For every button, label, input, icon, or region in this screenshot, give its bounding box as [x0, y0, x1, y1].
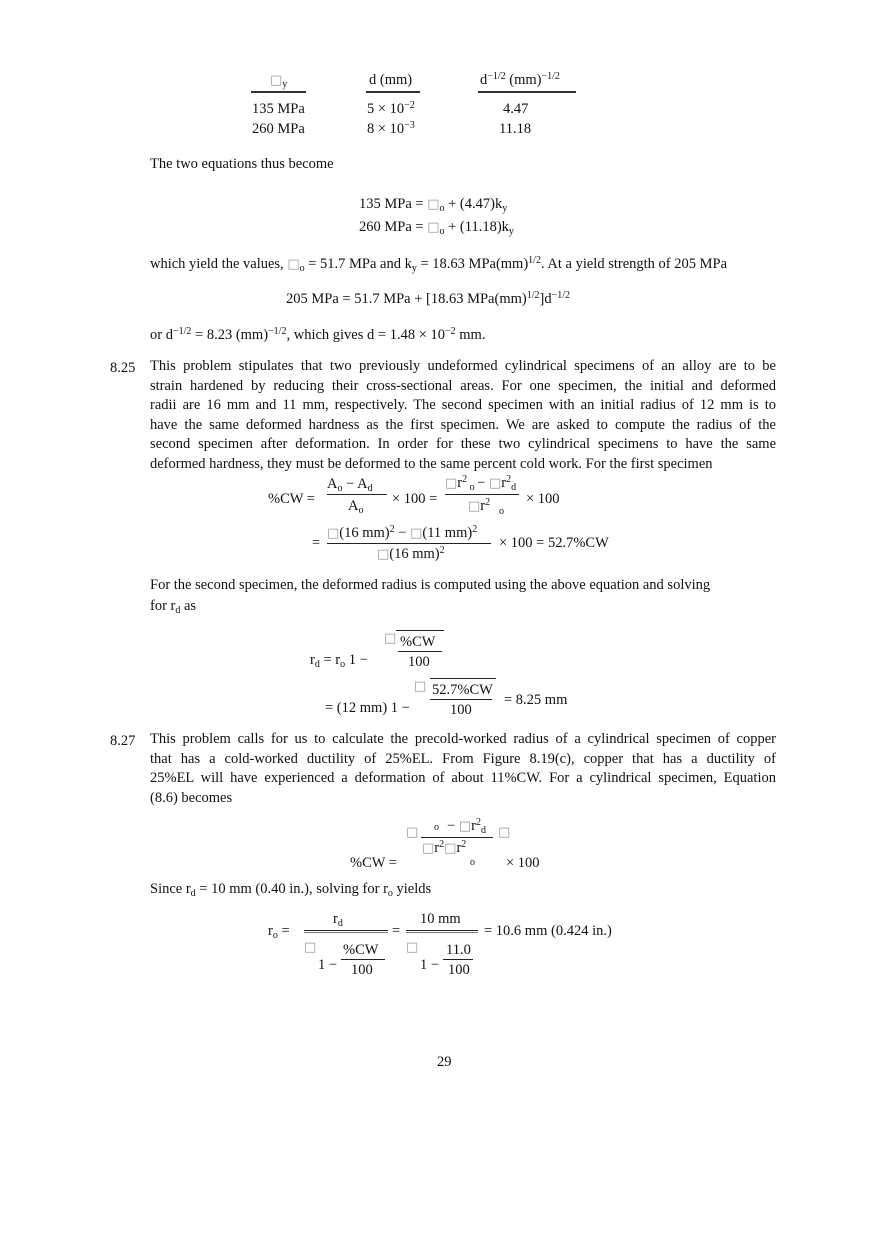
supscript: 2 — [506, 474, 512, 485]
fraction-denominator: 100 — [408, 654, 430, 670]
equals-sign: = — [392, 923, 401, 939]
text-run: (16 mm) — [339, 525, 390, 541]
text-run: Since r — [150, 881, 191, 897]
equation — [286, 292, 570, 307]
subscript: o — [470, 857, 475, 868]
missing-glyph: □ — [377, 547, 390, 562]
subscript: o — [340, 659, 346, 670]
radical-bar — [430, 678, 496, 679]
text-run: 260 MPa = — [359, 219, 428, 235]
supscript: −1/2 — [487, 71, 506, 82]
equation-text: 1 − — [420, 957, 440, 973]
body-text — [150, 328, 485, 343]
subscript: o — [299, 263, 305, 274]
missing-glyph: □ — [270, 73, 283, 88]
text-run: which yield the values, — [150, 256, 288, 272]
table-cell — [499, 122, 531, 137]
supscript: 2 — [439, 545, 445, 556]
supscript: −2 — [445, 326, 456, 337]
fraction-bar — [421, 837, 493, 838]
paragraph-line: that has a cold-worked ductility of 25%EL. From Figure 8.19(c), copper that has a ductility of — [150, 750, 776, 767]
subscript: o — [434, 822, 439, 833]
supscript: −1/2 — [551, 290, 570, 301]
fraction-bar — [398, 651, 442, 652]
missing-glyph: □ — [384, 631, 397, 646]
table-header-yield-strength — [270, 73, 287, 88]
table-cell — [503, 102, 528, 117]
table-header-rule — [478, 91, 576, 93]
subscript: o — [272, 930, 278, 941]
text-run: r — [310, 652, 315, 668]
missing-glyph: □ — [406, 940, 419, 955]
fraction-denominator: 100 — [351, 962, 373, 978]
subscript: y — [411, 263, 417, 274]
text-run: × 100 = 52.7%CW — [499, 535, 609, 551]
missing-glyph: □ — [427, 220, 440, 235]
missing-glyph: □ — [498, 825, 511, 840]
text-run: d (mm) — [369, 72, 413, 88]
text-run: − — [394, 525, 411, 541]
text-run: or d — [150, 327, 173, 343]
subscript: d — [190, 888, 196, 899]
text-run: r — [480, 498, 486, 514]
supscript: 2 — [439, 839, 445, 850]
subscript: o — [337, 483, 343, 494]
fraction-numerator: 10 mm — [420, 911, 461, 927]
supscript: 2 — [475, 817, 481, 828]
text-run: (11 mm) — [422, 525, 473, 541]
problem-8-27-paragraph — [150, 730, 776, 808]
text-run: ]d — [539, 291, 552, 307]
table-cell — [252, 122, 305, 137]
text-run: = — [277, 923, 290, 939]
radical-bar — [304, 932, 388, 933]
supscript: −1/2 — [172, 326, 192, 337]
fraction-bar — [430, 699, 492, 700]
paragraph-line: have the same deformed hardness as the first specimen. We are asked to compute the radius of the — [150, 416, 776, 433]
radical-bar — [396, 630, 444, 631]
paragraph-line: second specimen after deformation. In order for these two cylindrical specimens to have the same — [150, 436, 776, 453]
text-run: , which gives d = 1.48 × 10 — [286, 327, 445, 343]
subscript: o — [499, 506, 504, 517]
text-run: d — [480, 72, 488, 88]
page-number: 29 — [437, 1054, 452, 1070]
text-run: 205 MPa = 51.7 MPa + [18.63 MPa(mm) — [286, 291, 527, 307]
text-run: r — [501, 475, 507, 491]
supscript: 1/2 — [528, 255, 541, 266]
text-run: (16 mm) — [389, 546, 440, 562]
text-run: 11.18 — [499, 121, 532, 137]
text-run: 260 MPa — [252, 121, 305, 137]
text-run: 8 × 10 — [367, 121, 405, 137]
body-paragraph — [150, 576, 776, 596]
equation-result: = 8.25 mm — [504, 692, 568, 708]
text-run: 5 × 10 — [367, 101, 405, 117]
text-run: r — [456, 840, 462, 856]
subscript: o — [358, 505, 364, 516]
text-run: − — [477, 475, 489, 491]
supscript: −2 — [404, 100, 415, 111]
equation-lhs — [268, 924, 290, 939]
fraction-numerator — [327, 526, 477, 541]
paragraph-line: radii are 16 mm and 11 mm, respectively. The second specimen with an initial radius of 12 mm is to — [150, 397, 776, 414]
fraction-denominator: 100 — [448, 962, 470, 978]
fraction-bar — [445, 494, 519, 495]
fraction-denominator: 100 — [450, 702, 472, 718]
supscript: 2 — [485, 497, 491, 508]
paragraph-line: 25%EL will have experienced a deformation of about 11%CW. For a cylindrical specimen, Equation — [150, 770, 776, 787]
text-run: . At a yield strength of 205 MPa — [540, 256, 728, 272]
text-run: A — [327, 476, 338, 492]
text-run: as — [180, 598, 197, 614]
subscript: y — [508, 226, 514, 237]
missing-glyph: □ — [287, 257, 300, 272]
text-run: 1 − — [345, 652, 368, 668]
fraction-numerator: 11.0 — [446, 942, 471, 958]
paragraph-line: strain hardened by reducing their cross-sectional areas. For one specimen, the initial and deformed — [150, 377, 776, 394]
subscript: d — [367, 483, 373, 494]
equation — [359, 220, 514, 235]
body-text — [150, 599, 196, 614]
supscript: −3 — [404, 120, 415, 131]
fraction-denominator — [468, 499, 490, 514]
text-run: (mm) — [505, 72, 542, 88]
fraction-bar — [406, 930, 478, 931]
subscript: y — [502, 203, 508, 214]
equation-text — [392, 492, 437, 507]
table-cell — [367, 122, 415, 137]
paragraph-line: (8.6) becomes — [150, 789, 233, 806]
equation-lhs — [268, 492, 315, 507]
fraction-denominator — [377, 547, 445, 562]
supscript: −1/2 — [268, 326, 287, 337]
fraction-bar — [341, 959, 385, 960]
fraction-denominator — [422, 841, 466, 856]
table-header-rule — [251, 91, 306, 93]
text-run: × 100 — [526, 491, 560, 507]
supscript: 2 — [461, 839, 467, 850]
radical-bar — [406, 932, 478, 933]
missing-glyph: □ — [458, 819, 472, 834]
equation-result: = 10.6 mm (0.424 in.) — [484, 923, 612, 939]
text-run: yields — [392, 881, 432, 897]
text-run: = 8.23 (mm) — [191, 327, 269, 343]
missing-glyph: □ — [427, 197, 440, 212]
text-run: r — [268, 923, 273, 939]
paragraph-line: This problem calls for us to calculate the precold-worked radius of a cylindrical specimen of copper — [150, 731, 776, 747]
text-run: = r — [319, 652, 341, 668]
subscript: o — [439, 203, 445, 214]
equation-result — [499, 536, 609, 551]
fraction-numerator — [327, 477, 373, 492]
subscript: d — [314, 659, 320, 670]
equation-line: = (12 mm) 1 − — [325, 700, 410, 716]
text-run: The two equations thus become — [150, 156, 334, 172]
body-text — [150, 157, 334, 172]
problem-number: 8.27 — [110, 733, 136, 749]
fraction-bar — [304, 930, 388, 931]
supscript: 1/2 — [526, 290, 540, 301]
text-run: + (4.47)k — [444, 196, 503, 212]
body-text — [150, 257, 727, 272]
fraction-bar — [327, 543, 491, 544]
equation-text: 1 − — [318, 957, 338, 973]
subscript: o — [387, 888, 393, 899]
supscript: 2 — [462, 474, 468, 485]
subscript: y — [282, 79, 288, 90]
text-run: r — [457, 475, 463, 491]
missing-glyph: □ — [327, 526, 340, 541]
problem-8-25-paragraph — [150, 357, 776, 475]
fraction-numerator: 52.7%CW — [432, 682, 493, 698]
missing-glyph: □ — [488, 476, 502, 491]
text-run: 135 MPa — [252, 101, 305, 117]
text-run: 4.47 — [503, 101, 529, 117]
equation-lhs: %CW = — [350, 855, 397, 871]
subscript: d — [480, 825, 486, 836]
equation — [359, 197, 507, 212]
paragraph-line: For the second specimen, the deformed radius is computed using the above equation and solving — [150, 577, 711, 593]
subscript: o — [439, 226, 445, 237]
text-run: mm. — [455, 327, 486, 343]
missing-glyph: □ — [406, 825, 419, 840]
supscript: 2 — [389, 524, 395, 535]
text-run: + (11.18)k — [444, 219, 509, 235]
text-run: − A — [342, 476, 368, 492]
fraction-numerator: %CW — [400, 634, 436, 650]
table-header-grain-diameter — [369, 73, 412, 88]
missing-glyph: □ — [444, 841, 457, 856]
text-run: r — [333, 911, 338, 927]
fraction-numerator: %CW — [343, 942, 379, 958]
missing-glyph: □ — [414, 679, 427, 694]
text-run: 135 MPa = — [359, 196, 428, 212]
fraction-bar — [443, 959, 473, 960]
problem-number: 8.25 — [110, 360, 136, 376]
supscript: −1/2 — [541, 71, 560, 82]
subscript: d — [511, 482, 517, 493]
text-run: = 10 mm (0.40 in.), solving for r — [195, 881, 388, 897]
fraction-numerator — [445, 476, 516, 491]
fraction-denominator — [348, 499, 363, 514]
missing-glyph: □ — [304, 940, 317, 955]
equation-text — [526, 492, 560, 507]
text-run: r — [471, 818, 476, 834]
text-run: for r — [150, 598, 176, 614]
table-cell — [252, 102, 305, 117]
text-run: = 18.63 MPa(mm) — [416, 256, 529, 272]
body-text — [150, 882, 431, 897]
fraction-bar — [327, 494, 387, 495]
table-header-inverse-root-diameter — [480, 73, 560, 88]
equals-sign: = — [312, 535, 321, 551]
paragraph-line: deformed hardness, they must be deformed to the same percent cold work. For the first specimen — [150, 455, 713, 472]
text-run: = 51.7 MPa and k — [304, 256, 412, 272]
paragraph-line: This problem stipulates that two previously undeformed cylindrical specimens of an alloy are to be — [150, 358, 776, 374]
fraction-numerator — [447, 819, 486, 834]
fraction-numerator — [333, 912, 343, 927]
subscript: d — [175, 605, 181, 616]
subscript: o — [467, 482, 478, 493]
supscript: 2 — [472, 524, 478, 535]
missing-glyph: □ — [445, 476, 458, 491]
missing-glyph: □ — [410, 526, 423, 541]
text-run: A — [348, 498, 359, 514]
text-run: %CW = — [268, 491, 315, 507]
text-run: × 100 = — [392, 491, 438, 507]
table-cell — [367, 102, 415, 117]
missing-glyph: □ — [468, 499, 481, 514]
text-run: r — [434, 840, 440, 856]
subscript: d — [337, 918, 343, 929]
equation-line — [310, 653, 368, 668]
missing-glyph: □ — [422, 841, 435, 856]
text-run: − — [447, 818, 459, 834]
table-header-rule — [366, 91, 420, 93]
equation-text: × 100 — [506, 855, 540, 871]
